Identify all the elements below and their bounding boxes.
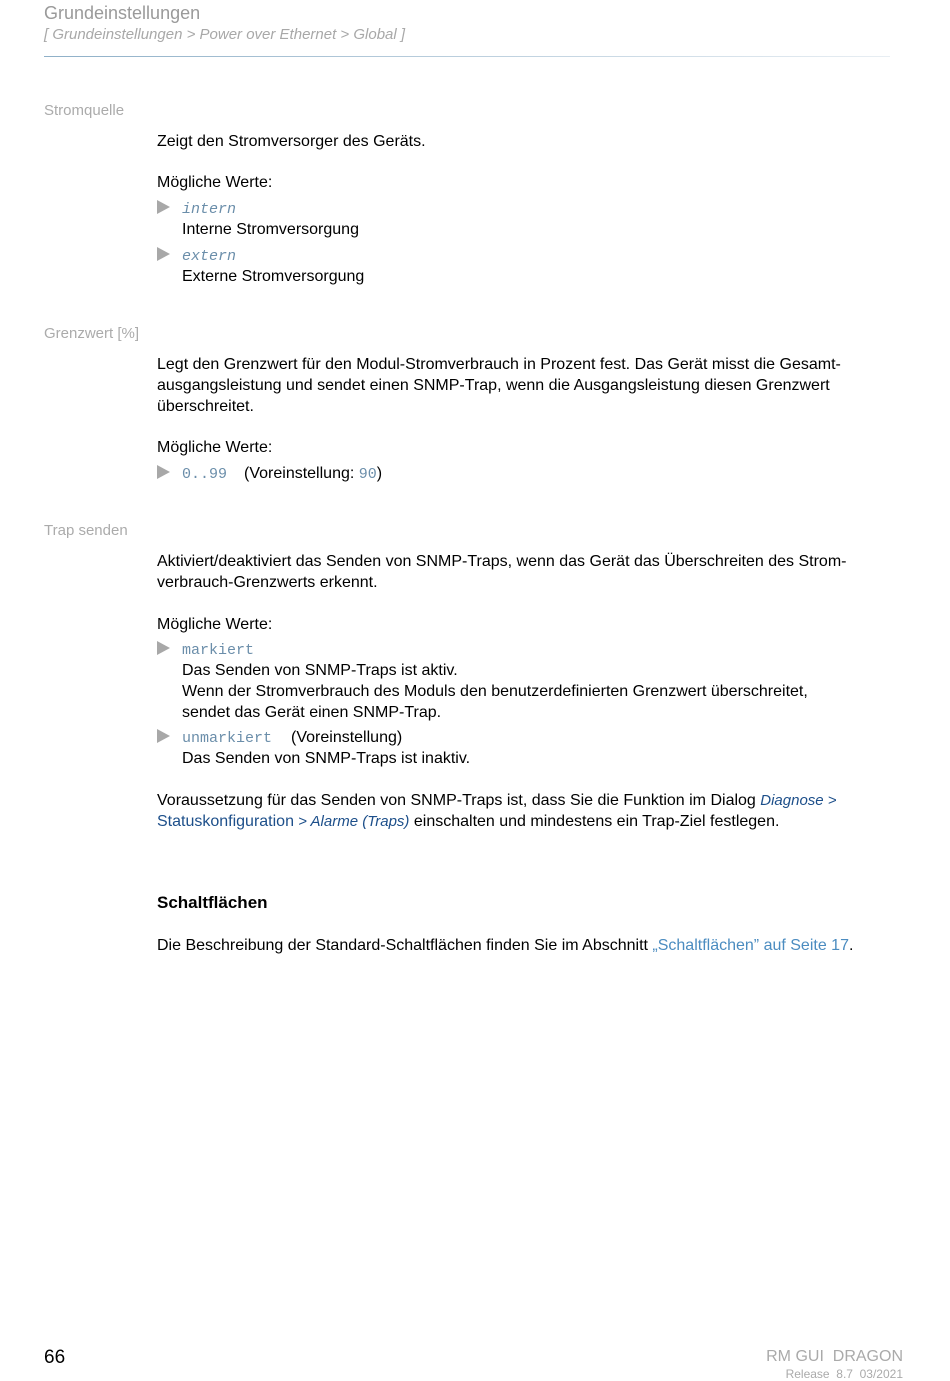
note-text: einschalten und mindestens ein Trap-Ziel festlegen. bbox=[409, 813, 780, 830]
footer-release: Release 8.7 03/2021 bbox=[785, 1367, 903, 1381]
value-intern: intern bbox=[182, 201, 237, 218]
stromquelle-description: Zeigt den Stromversorger des Geräts. bbox=[157, 133, 426, 150]
value-intern-description: Interne Stromversorgung bbox=[182, 221, 359, 238]
default-suffix: ) bbox=[376, 465, 383, 482]
list-item bbox=[157, 246, 236, 267]
text-line: verbrauch-Grenzwerts erkennt. bbox=[157, 574, 378, 591]
header-divider bbox=[44, 56, 890, 57]
list-item bbox=[157, 728, 402, 749]
text-line: Das Senden von SNMP-Traps ist aktiv. bbox=[182, 662, 458, 679]
value-unmarkiert: unmarkiert bbox=[182, 730, 273, 747]
cross-reference-link[interactable]: „Schaltflächen” auf Seite 17 bbox=[652, 937, 849, 954]
bullet-triangle-icon bbox=[157, 200, 170, 214]
text-line: Legt den Grenzwert für den Modul-Stromverbrauch in Prozent fest. Das Gerät misst die Gesamt- bbox=[157, 356, 841, 373]
page-number: 66 bbox=[44, 1347, 66, 1368]
dialog-link-statuskonfiguration[interactable]: Statuskonfiguration bbox=[157, 813, 294, 830]
value-extern: extern bbox=[182, 248, 237, 265]
section-label-trap-senden: Trap senden bbox=[44, 522, 128, 539]
default-marker: (Voreinstellung) bbox=[291, 729, 403, 746]
default-prefix: (Voreinstellung: bbox=[244, 465, 359, 482]
note-text: Voraussetzung für das Senden von SNMP-Traps ist, dass Sie die Funktion im Dialog bbox=[157, 792, 761, 809]
text-line: sendet das Gerät einen SNMP-Trap. bbox=[182, 704, 442, 721]
grenzwert-values-label: Mögliche Werte: bbox=[157, 439, 273, 456]
bullet-triangle-icon bbox=[157, 641, 170, 655]
breadcrumb: [ Grundeinstellungen > Power over Ethernet > Global ] bbox=[44, 26, 406, 43]
text-line: Aktiviert/deaktiviert das Senden von SNMP-Traps, wenn das Gerät das Überschreiten des Strom- bbox=[157, 553, 847, 570]
page-header-title: Grundeinstellungen bbox=[44, 3, 201, 23]
section-label-stromquelle: Stromquelle bbox=[44, 102, 125, 119]
text-line: Wenn der Stromverbrauch des Moduls den benutzerdefinierten Grenzwert überschreitet, bbox=[182, 683, 808, 700]
footer-product: RM GUI DRAGON bbox=[766, 1348, 903, 1365]
bullet-triangle-icon bbox=[157, 247, 170, 261]
section-label-grenzwert: Grenzwert [%] bbox=[44, 325, 140, 342]
list-item bbox=[157, 640, 254, 661]
bullet-triangle-icon bbox=[157, 729, 170, 743]
trap-prerequisite-note bbox=[157, 790, 907, 832]
list-item bbox=[157, 464, 382, 485]
text-line: überschreitet. bbox=[157, 398, 254, 415]
dialog-link-diagnose[interactable]: Diagnose > bbox=[760, 792, 837, 809]
stromquelle-values-label: Mögliche Werte: bbox=[157, 174, 273, 191]
value-markiert-description bbox=[182, 660, 808, 723]
value-unmarkiert-description: Das Senden von SNMP-Traps ist inaktiv. bbox=[182, 750, 471, 767]
trap-senden-values-label: Mögliche Werte: bbox=[157, 616, 273, 633]
section-heading-schaltflaechen: Schaltflächen bbox=[157, 893, 268, 912]
value-extern-description: Externe Stromversorgung bbox=[182, 268, 365, 285]
text-line: ausgangsleistung und sendet einen SNMP-Trap, wenn die Ausgangsleistung diesen Grenzwert bbox=[157, 377, 830, 394]
schaltflaechen-text bbox=[157, 935, 907, 956]
list-item bbox=[157, 199, 236, 220]
bullet-triangle-icon bbox=[157, 465, 170, 479]
default-value: 90 bbox=[358, 466, 377, 483]
grenzwert-description bbox=[157, 354, 907, 417]
trap-senden-description bbox=[157, 551, 907, 593]
value-range: 0..99 bbox=[182, 466, 228, 483]
text: Die Beschreibung der Standard-Schaltflächen finden Sie im Abschnitt bbox=[157, 937, 653, 954]
dialog-link-alarme[interactable]: > Alarme (Traps) bbox=[293, 813, 410, 830]
value-markiert: markiert bbox=[182, 642, 255, 659]
text: . bbox=[848, 937, 854, 954]
